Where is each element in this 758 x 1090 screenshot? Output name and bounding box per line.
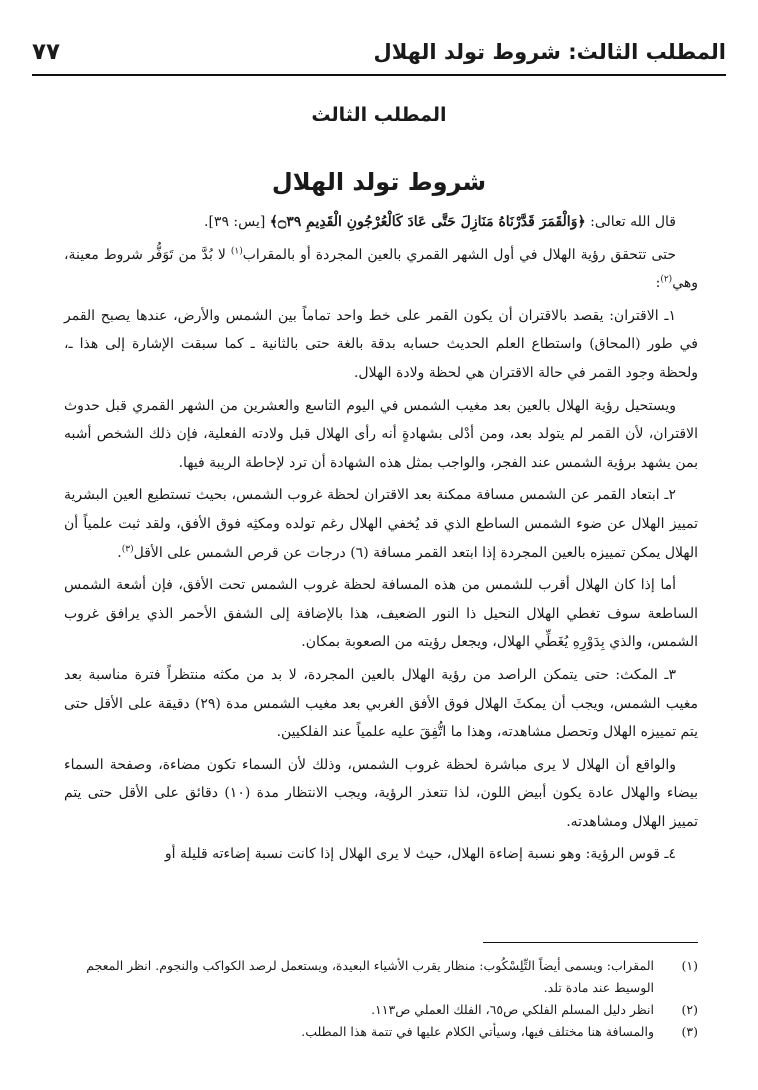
footnote [64,999,698,1021]
verse-intro: قال الله تعالى: [585,214,676,230]
footnote-number: (٣) [681,1024,698,1039]
paragraph-conjunction: ١ـ الاقتران: يقصد بالاقتران أن يكون القمر على خط واحد تماماً بين الشمس والأرض، عندها يصبح القمر في طور (المحاق) واستطاع العلم الحديث حسابه بدقة بالغة حتى بالثانية ـ كما سبقت الإشارة إلى هذا ـ، ولحظة وجود القمر في حالة الاقتران هي لحظة ولادة الهلال. [64,307,698,381]
footnote-number: (١) [681,958,698,973]
footnote-text: والمسافة هنا مختلف فيها، وسيأتي الكلام عليها في تتمة هذا المطلب. [301,1024,654,1039]
paragraph-text: حتى تتحقق رؤية الهلال في أول الشهر القمري بالعين المجردة أو بالمقراب [242,246,676,263]
footnote-marker: (٢) [660,274,673,285]
paragraph-intro [64,241,698,298]
quran-verse: ﴿وَالْقَمَرَ قَدَّرْنَاهُ مَنَازِلَ حَتَّى عَادَ كَالْعُرْجُونِ الْقَدِيمِ ۝٣٩﴾ [269,214,586,230]
chapter-title: شروط تولد الهلال [271,168,487,196]
footnotes [64,955,698,1043]
paragraph-text: . [117,544,122,561]
footnote-text: انظر دليل المسلم الفلكي ص٦٥، الفلك العملي ص١١٣. [371,1002,654,1017]
paragraph-impossibility: ويستحيل رؤية الهلال بالعين بعد مغيب الشمس في اليوم التاسع والعشرين من الشهر القمري قبل حدوث الاقتران، لأن القمر لم يتولد بعد، ومن أدْلى بشهادةٍ أنه رأى الهلال قبل ولادته الفعلية، فإن ذلك الشخص أشبه بمن يشهد برؤية الشمس عند الفجر، والواجب بمثل هذه الشهادة أن ترد لإحاطة الريبة فيها. [64,397,698,471]
footnote-text: المقراب: ويسمى أيضاً التِّلِسْكُوب: منظار يقرب الأشياء البعيدة، ويستعمل لرصد الكواكب والنجوم. انظر المعجم الوسيط عند مادة تلد. [86,958,654,995]
paragraph-elongation [64,481,698,567]
running-title: المطلب الثالث: شروط تولد الهلال [373,40,726,64]
body-text [64,208,698,873]
paragraph-text: لا بُدَّ من تَوَفُّر شروط معينة، وهي [64,246,698,292]
verse-reference: [يس: ٣٩]. [204,214,270,230]
footnote-number: (٢) [681,1002,698,1017]
paragraph-lag-time: ٣ـ المكث: حتى يتمكن الراصد من رؤية الهلال بالعين المجردة، لا بد من مكثه منتظراً فترة مناسبة بعد مغيب الشمس، ويجب أن يمكثَ الهلال فوق الأفق الغربي بعد مغيب الشمس مدة (٢٩) دقيقة على الأقل حتى يتم تمييزه الهلال وتحصل مشاهدته، وهذا ما اتُّفِقَ عليه علمياً عند الفلكيين. [64,666,698,741]
footnote-divider [483,942,698,943]
page-header [32,30,726,76]
paragraph-visibility-arc: ٤ـ قوس الرؤية: وهو نسبة إضاءة الهلال، حيث لا يرى الهلال إذا كانت نسبة إضاءته قليلة أو [164,846,676,863]
page-number: ٧٧ [32,39,61,65]
paragraph-text: ٢ـ ابتعاد القمر عن الشمس مسافة ممكنة بعد الاقتران لحظة غروب الشمس، بحيث تستطيع العين البشرية تمييز الهلال عن ضوء الشمس الساطع الذي قد يُخفي الهلال رغم تولده ومكثِه فوق الأفق، ولقد ثبت علمياً أن الهلال يمكن تمييزه بالعين المجردة إذا ابتعد القمر مسافة (٦) درجات عن قرص الشمس على الأقل [64,487,698,561]
verse-paragraph [64,208,698,237]
footnote [64,955,698,999]
paragraph-observation: والواقع أن الهلال لا يرى مباشرة لحظة غروب الشمس، وذلك لأن السماء تكون مضاءة، وصفحة السماء بيضاء والهلال عادة يكون أبيض اللون، لذا تتعذر الرؤية، ويجب الانتظار مدة (١٠) دقائق على الأقل حتى يتم تمييز الهلال ومشاهدته. [64,756,698,830]
footnote-marker: (١) [230,245,243,256]
footnote-marker: (٣) [121,543,134,554]
paragraph-proximity: أما إذا كان الهلال أقرب للشمس من هذه المسافة لحظة غروب الشمس تحت الأفق، فإن أشعة الشمس الساطعة سوف تغطي الهلال النحيل ذا النور الضعيف، هذا بالإضافة إلى الشفق الأحمر الذي يرافق غروب الشمس، والذي بِدَوْرِهِ يُغَطِّي الهلال، ويجعل رؤيته من الصعوبة بمكان. [64,577,698,651]
section-label: المطلب الثالث [311,104,447,126]
paragraph-text: : [655,275,661,292]
footnote [64,1021,698,1043]
